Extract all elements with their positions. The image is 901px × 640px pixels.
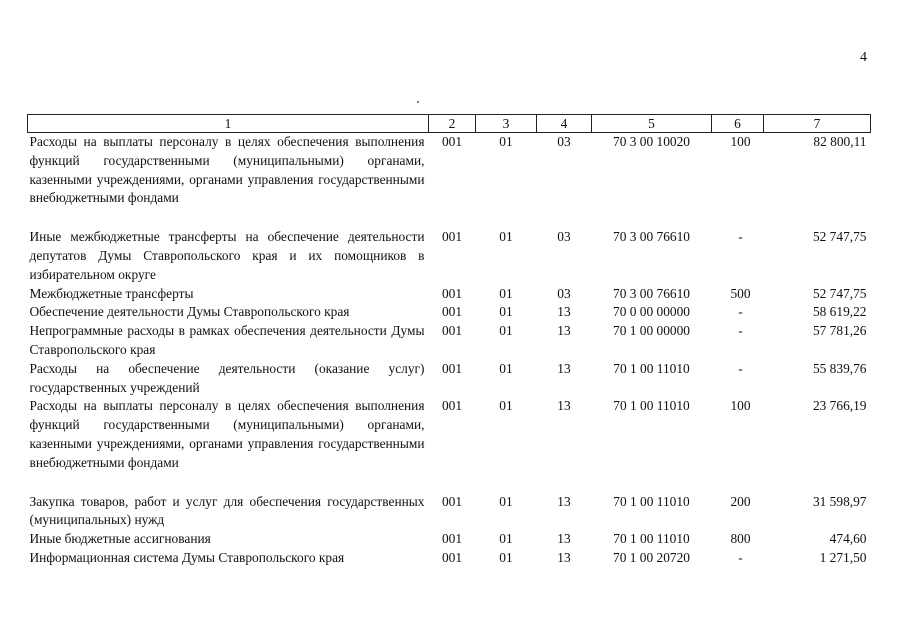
table-row bbox=[28, 133, 871, 229]
subsection-code: 13 bbox=[557, 549, 571, 565]
ministry-code: 001 bbox=[441, 398, 463, 414]
amount: 52 747,75 bbox=[812, 285, 867, 301]
subsection-code: 03 bbox=[557, 285, 571, 301]
ministry-code: 001 bbox=[441, 285, 463, 301]
section-code: 01 bbox=[499, 360, 513, 376]
expense-name: Обеспечение деятельности Думы Ставропольского края bbox=[29, 304, 350, 320]
expense-type-code: - bbox=[738, 323, 743, 339]
column-header-5: 5 bbox=[592, 115, 712, 133]
target-article-code: 70 1 00 11010 bbox=[613, 398, 690, 414]
amount: 82 800,11 bbox=[813, 134, 867, 149]
subsection-code: 03 bbox=[557, 229, 571, 245]
target-article-code: 70 1 00 20720 bbox=[613, 549, 690, 565]
subsection-code: 03 bbox=[557, 134, 571, 149]
expense-name: Расходы на обеспечение деятельности (оказание услуг) государственных учреждений bbox=[29, 360, 425, 395]
table-row bbox=[28, 228, 871, 284]
target-article-code: 70 0 00 00000 bbox=[613, 304, 690, 320]
subsection-code: 13 bbox=[557, 304, 571, 320]
section-code: 01 bbox=[499, 134, 513, 149]
expense-name: Расходы на выплаты персоналу в целях обеспечения выполнения функций государственными (муниципальными) органами, казенными учреждениями, органами управления государственными внебюджетными фондами bbox=[29, 398, 425, 470]
expense-name: Непрограммные расходы в рамках обеспечения деятельности Думы Ставропольского края bbox=[29, 323, 425, 357]
target-article-code: 70 3 00 76610 bbox=[613, 285, 690, 301]
ministry-code: 001 bbox=[441, 229, 463, 245]
target-article-code: 70 1 00 00000 bbox=[613, 323, 690, 339]
expense-type-code: 100 bbox=[730, 398, 751, 414]
section-code: 01 bbox=[499, 531, 513, 547]
ministry-code: 001 bbox=[441, 304, 463, 320]
ministry-code: 001 bbox=[441, 134, 463, 149]
column-header-1: 1 bbox=[28, 115, 429, 133]
section-code: 01 bbox=[499, 549, 513, 565]
target-article-code: 70 3 00 76610 bbox=[613, 229, 690, 245]
section-code: 01 bbox=[499, 229, 513, 245]
subsection-code: 13 bbox=[557, 398, 571, 414]
section-code: 01 bbox=[499, 493, 513, 509]
amount: 55 839,76 bbox=[812, 360, 867, 376]
amount: 57 781,26 bbox=[812, 323, 867, 339]
amount: 474,60 bbox=[829, 531, 867, 547]
table-row bbox=[28, 549, 871, 568]
expense-type-code: 200 bbox=[730, 493, 751, 509]
expense-type-code: 500 bbox=[730, 285, 751, 301]
subsection-code: 13 bbox=[557, 493, 571, 509]
expense-type-code: - bbox=[738, 229, 743, 245]
amount: 1 271,50 bbox=[819, 549, 867, 565]
expense-type-code: 800 bbox=[730, 531, 751, 547]
table-row bbox=[28, 530, 871, 549]
page-number: 4 bbox=[860, 50, 867, 65]
ministry-code: 001 bbox=[441, 323, 463, 339]
table-header-row bbox=[28, 115, 871, 133]
table-row bbox=[28, 322, 871, 360]
section-code: 01 bbox=[499, 285, 513, 301]
expense-type-code: - bbox=[738, 360, 743, 376]
column-header-7: 7 bbox=[764, 115, 871, 133]
amount: 31 598,97 bbox=[812, 493, 867, 509]
column-header-4: 4 bbox=[537, 115, 592, 133]
amount: 52 747,75 bbox=[812, 229, 867, 245]
expense-name: Закупка товаров, работ и услуг для обеспечения государственных (муниципальных) нужд bbox=[29, 493, 425, 528]
amount: 23 766,19 bbox=[812, 398, 867, 414]
target-article-code: 70 1 00 11010 bbox=[613, 493, 690, 509]
table-row bbox=[28, 360, 871, 398]
target-article-code: 70 3 00 10020 bbox=[613, 134, 690, 149]
table-row bbox=[28, 285, 871, 304]
table-row bbox=[28, 493, 871, 531]
expense-name: Расходы на выплаты персоналу в целях обеспечения выполнения функций государственными (муниципальными) органами, казенными учреждениями, органами управления государственными внебюджетными фондами bbox=[29, 134, 425, 206]
subsection-code: 13 bbox=[557, 360, 571, 376]
column-header-6: 6 bbox=[712, 115, 764, 133]
column-header-3: 3 bbox=[476, 115, 537, 133]
subsection-code: 13 bbox=[557, 323, 571, 339]
target-article-code: 70 1 00 11010 bbox=[613, 360, 690, 376]
section-code: 01 bbox=[499, 323, 513, 339]
expense-name: Иные межбюджетные трансферты на обеспечение деятельности депутатов Думы Ставропольского края и их помощников в избирательном округе bbox=[29, 229, 425, 282]
expense-name: Информационная система Думы Ставропольского края bbox=[29, 549, 345, 565]
section-code: 01 bbox=[499, 304, 513, 320]
table-row bbox=[28, 397, 871, 492]
expense-type-code: 100 bbox=[730, 134, 751, 149]
expense-type-code: - bbox=[738, 304, 743, 320]
ministry-code: 001 bbox=[441, 531, 463, 547]
expense-type-code: - bbox=[738, 549, 743, 565]
expense-name: Межбюджетные трансферты bbox=[29, 285, 194, 301]
budget-table bbox=[27, 114, 871, 568]
scan-speck bbox=[417, 101, 419, 103]
ministry-code: 001 bbox=[441, 360, 463, 376]
expense-name: Иные бюджетные ассигнования bbox=[29, 531, 211, 547]
column-header-2: 2 bbox=[429, 115, 476, 133]
section-code: 01 bbox=[499, 398, 513, 414]
ministry-code: 001 bbox=[441, 549, 463, 565]
amount: 58 619,22 bbox=[812, 304, 867, 320]
table-row bbox=[28, 303, 871, 322]
subsection-code: 13 bbox=[557, 531, 571, 547]
target-article-code: 70 1 00 11010 bbox=[613, 531, 690, 547]
ministry-code: 001 bbox=[441, 493, 463, 509]
